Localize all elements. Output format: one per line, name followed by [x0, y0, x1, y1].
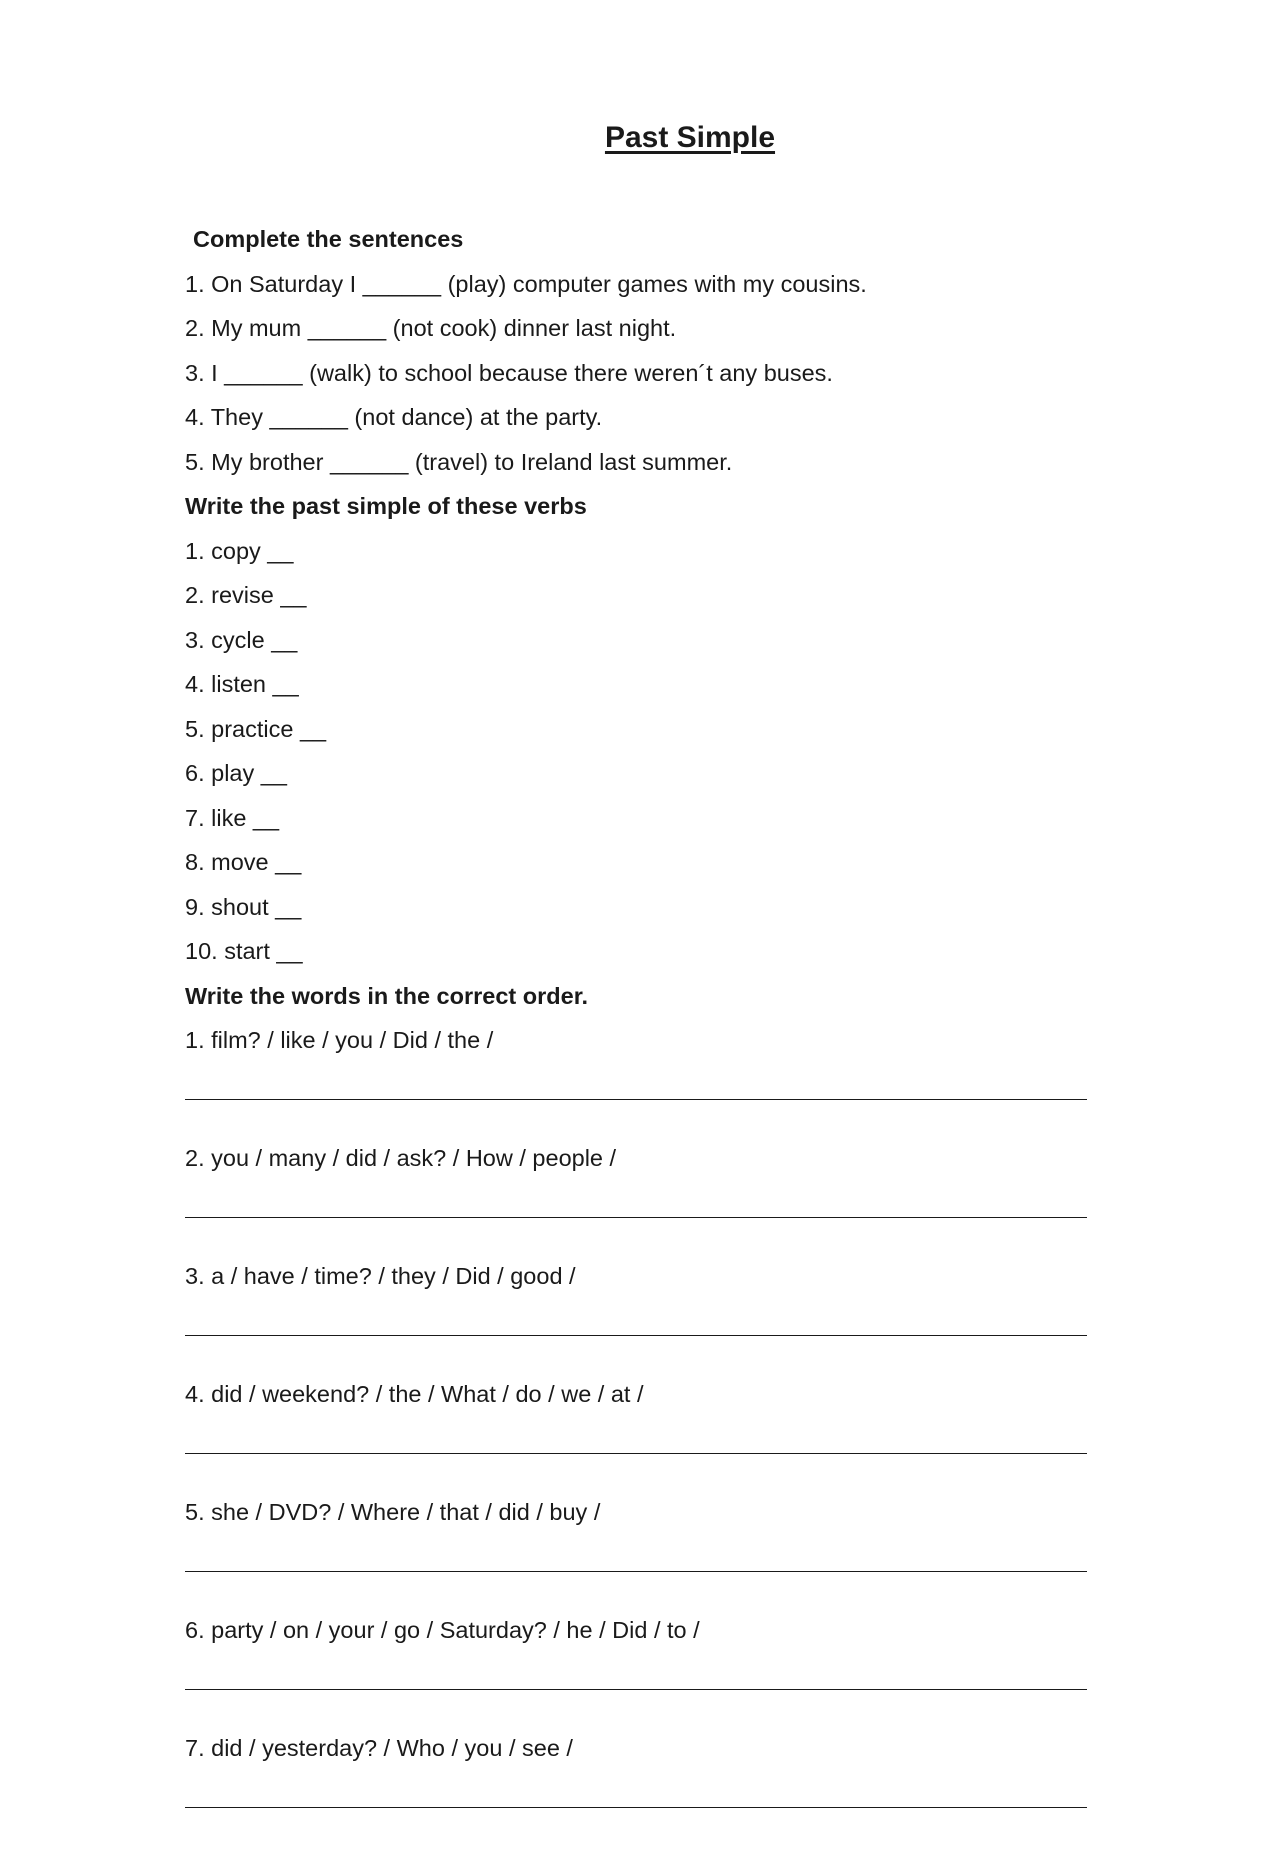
answer-line	[185, 1217, 1087, 1218]
list-item: 6. play __	[185, 760, 287, 786]
list-item: 7. did / yesterday? / Who / you / see /	[185, 1735, 573, 1761]
list-item: 5. My brother ______ (travel) to Ireland last summer.	[185, 448, 733, 475]
word-order-list	[185, 1025, 1085, 1808]
list-item: 10. start __	[185, 938, 303, 964]
list-item: 6. party / on / your / go / Saturday? / he / Did / to /	[185, 1617, 700, 1643]
list-item: 7. like __	[185, 804, 280, 831]
list-item: 1. On Saturday I ______ (play) computer games with my cousins.	[185, 270, 867, 297]
answer-line	[185, 1453, 1087, 1454]
list-item: 3. a / have / time? / they / Did / good /	[185, 1263, 576, 1289]
list-item: 9. shout __	[185, 893, 302, 920]
list-item: 3. cycle __	[185, 626, 298, 653]
list-item: 1. film? / like / you / Did / the /	[185, 1027, 494, 1053]
section-heading-complete-sentences: Complete the sentences	[193, 226, 464, 252]
list-item: 4. did / weekend? / the / What / do / we / at /	[185, 1381, 644, 1407]
answer-line	[185, 1335, 1087, 1336]
section-heading-past-simple-verbs: Write the past simple of these verbs	[185, 493, 587, 519]
list-item: 2. you / many / did / ask? / How / people /	[185, 1145, 617, 1171]
complete-sentences-list	[185, 269, 1085, 477]
answer-line	[185, 1099, 1087, 1100]
worksheet-content	[185, 224, 1085, 1851]
page-title: Past Simple	[604, 121, 776, 154]
list-item: 5. practice __	[185, 715, 327, 742]
list-item: 3. I ______ (walk) to school because there weren´t any buses.	[185, 359, 833, 386]
list-item: 4. listen __	[185, 671, 299, 697]
list-item: 2. revise __	[185, 582, 307, 608]
past-simple-verbs-list	[185, 536, 1085, 967]
list-item: 5. she / DVD? / Where / that / did / buy /	[185, 1499, 601, 1525]
answer-line	[185, 1571, 1087, 1572]
list-item: 8. move __	[185, 849, 302, 875]
list-item: 1. copy __	[185, 537, 294, 564]
list-item: 4. They ______ (not dance) at the party.	[185, 404, 603, 430]
answer-line	[185, 1807, 1087, 1808]
section-heading-word-order: Write the words in the correct order.	[185, 982, 589, 1009]
list-item: 2. My mum ______ (not cook) dinner last night.	[185, 315, 677, 341]
answer-line	[185, 1689, 1087, 1690]
